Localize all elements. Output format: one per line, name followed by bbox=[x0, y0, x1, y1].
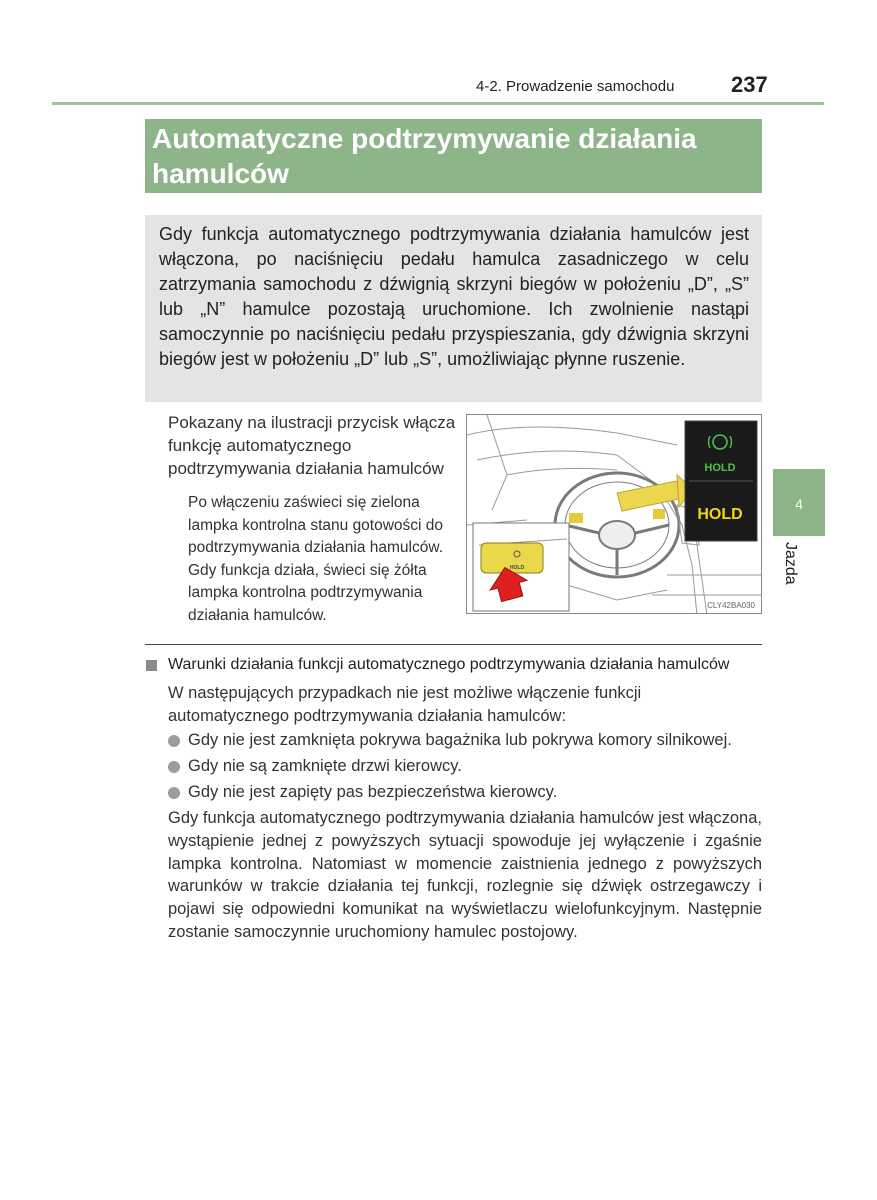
chapter-label: Jazda bbox=[782, 542, 799, 585]
section-divider bbox=[145, 644, 762, 645]
bullet-icon bbox=[168, 761, 180, 773]
section-body: Gdy funkcja automatycznego podtrzymywania działania hamulców jest włączona, wystąpienie jednej z powyższych sytuacji spowoduje jej wyłączenie i zgaśnie lampka kontrolna. Natomiast w momencie zaistnienia jednego z powyższych warunków w trakcie działania tej funkcji, rozlegnie się dźwięk ostrzegawczy i pojawi się odpowiedni komunikat na wyświetlaczu wielofunkcyjnym. Następnie zostanie samoczynnie uruchomiony hamulec postojowy. bbox=[168, 809, 762, 941]
list-item-text: Gdy nie są zamknięte drzwi kierowcy. bbox=[188, 757, 462, 775]
indicator-ready-label: HOLD bbox=[704, 462, 736, 474]
button-marker bbox=[569, 513, 583, 523]
list-item bbox=[168, 783, 557, 802]
bullet-icon bbox=[168, 735, 180, 747]
section-title: Warunki działania funkcji automatycznego podtrzymywania działania hamulców bbox=[168, 656, 730, 673]
header-divider bbox=[52, 102, 824, 105]
list-item bbox=[168, 757, 462, 776]
list-item-text: Gdy nie jest zapięty pas bezpieczeństwa kierowcy. bbox=[188, 783, 558, 801]
indicator-active-label: HOLD bbox=[697, 506, 743, 523]
hold-button-illustration bbox=[466, 414, 762, 614]
page-title: Automatyczne podtrzymywanie działania hamulców bbox=[152, 123, 697, 189]
dashboard-drawing bbox=[467, 415, 762, 614]
running-header-section: 4-2. Prowadzenie samochodu bbox=[476, 78, 675, 95]
intro-text: Gdy funkcja automatycznego podtrzymywania działania hamulców jest włączona, po naciśnięciu pedału hamulca zasadniczego w celu zatrzymania samochodu z dźwignią skrzyni biegów w położeniu „D”, „S” lub „N” hamulce pozostają uruchomione. Ich zwolnienie nastąpi samoczynnie po naciśnięciu pedału przyspieszania, gdy dźwignia skrzyni biegów jest w położeniu „D” lub „S”, umożliwiając płynne ruszenie. bbox=[159, 224, 749, 369]
list-item-text: Gdy nie jest zamknięta pokrywa bagażnika lub pokrywa komory silnikowej. bbox=[188, 731, 732, 749]
bullet-icon bbox=[168, 787, 180, 799]
page-number: 237 bbox=[731, 72, 768, 97]
highlight-arrow bbox=[617, 481, 679, 511]
figure-code: CLY42BA030 bbox=[707, 601, 755, 610]
hold-button-label: HOLD bbox=[509, 565, 525, 571]
illustration-note: Po włączeniu zaświeci się zielona lampka kontrolna stanu gotowości do podtrzymywania działania hamulców. Gdy funkcja działa, świeci się żółta lampka kontrolna podtrzymywania działania hamulców. bbox=[188, 494, 444, 624]
list-item bbox=[168, 731, 732, 750]
illustration-description: Pokazany na ilustracji przycisk włącza funkcję automatycznego podtrzymywania działania hamulców bbox=[168, 413, 456, 478]
section-intro: W następujących przypadkach nie jest możliwe włączenie funkcji automatycznego podtrzymywania działania hamulców: bbox=[168, 684, 642, 725]
chapter-number: 4 bbox=[795, 496, 803, 512]
section-square-icon bbox=[146, 660, 157, 671]
